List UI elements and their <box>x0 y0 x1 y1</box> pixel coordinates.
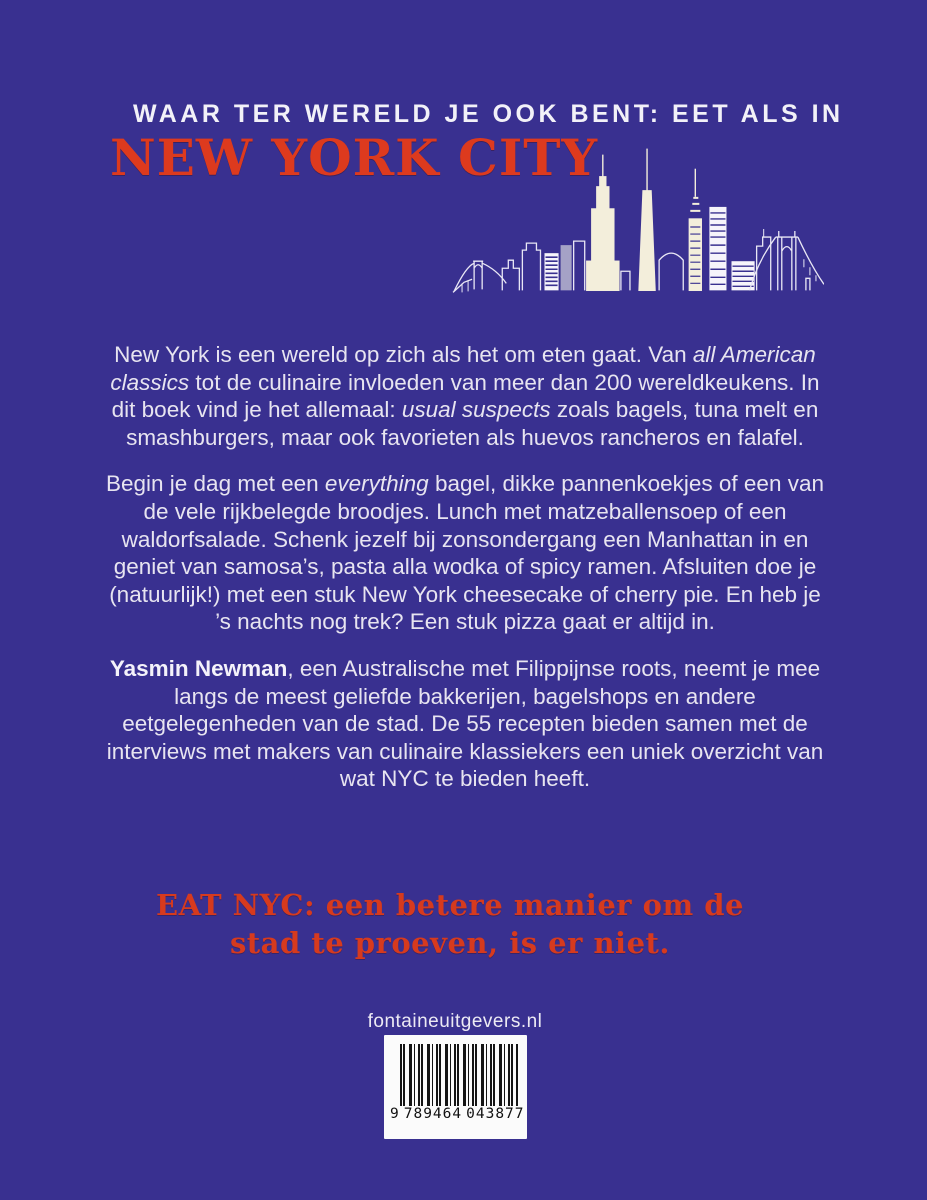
cover-tagline: WAAR TER WERELD JE OOK BENT: EET ALS IN <box>133 100 844 128</box>
isbn-digit: 9 <box>390 1106 400 1122</box>
pull-quote-line: EAT NYC: een betere manier om de <box>155 888 744 922</box>
text-segment: , een Australische met Filippijnse roots, neemt je mee langs de meest geliefde bakkerijen, bagelshops en andere eetgelegenheden van de stad. De 55 recepten bieden samen met de interviews met makers van culinaire klassiekers een uniek overzicht van wat NYC te bieden heeft. <box>106 655 824 792</box>
paragraph-intro <box>100 341 830 451</box>
pull-quote <box>90 886 810 962</box>
text-segment: tot de culinaire invloeden van meer dan 200 wereldkeukens. In dit boek vind je het allemaal: <box>111 369 820 423</box>
text-segment: everything <box>324 471 429 497</box>
text-segment: bagel, dikke pannenkoekjes of een van de vele rijkbelegde broodjes. Lunch met matzeballensoep of een waldorfsalade. Schenk jezelf bij zonsondergang een Manhattan in en geniet van samosa’s, pasta alla wodka of spicy ramen. Afsluiten doe je (natuurlijk!) met een stuk New York cheesecake of cherry pie. En heb je ’s nachts nog trek? Een stuk pizza gaat er altijd in. <box>109 471 824 635</box>
text-segment: all American classics <box>110 342 816 395</box>
text-segment: New York is een wereld op zich als het om eten gaat. Van <box>114 342 693 367</box>
paragraph-author <box>100 655 830 793</box>
isbn-group: 789464 <box>403 1106 463 1122</box>
paragraph-day <box>100 470 830 636</box>
publisher-website: fontaineuitgevers.nl <box>367 1011 543 1032</box>
isbn-group: 043877 <box>466 1106 525 1122</box>
barcode <box>384 1035 527 1139</box>
nyc-skyline-icon <box>452 148 824 300</box>
text-segment: zoals bagels, tuna melt en smashburgers, maar ook favorieten als huevos rancheros en falafel. <box>126 397 819 450</box>
book-title: NEW YORK CITY <box>110 128 599 187</box>
pull-quote-line: stad te proeven, is er niet. <box>229 926 671 960</box>
barcode-bars <box>400 1044 518 1106</box>
text-segment: Begin je dag met een <box>105 471 325 497</box>
isbn-number <box>388 1106 523 1122</box>
back-cover-copy <box>100 341 830 812</box>
author-name: Yasmin Newman <box>109 655 288 681</box>
text-segment: usual suspects <box>401 397 551 423</box>
